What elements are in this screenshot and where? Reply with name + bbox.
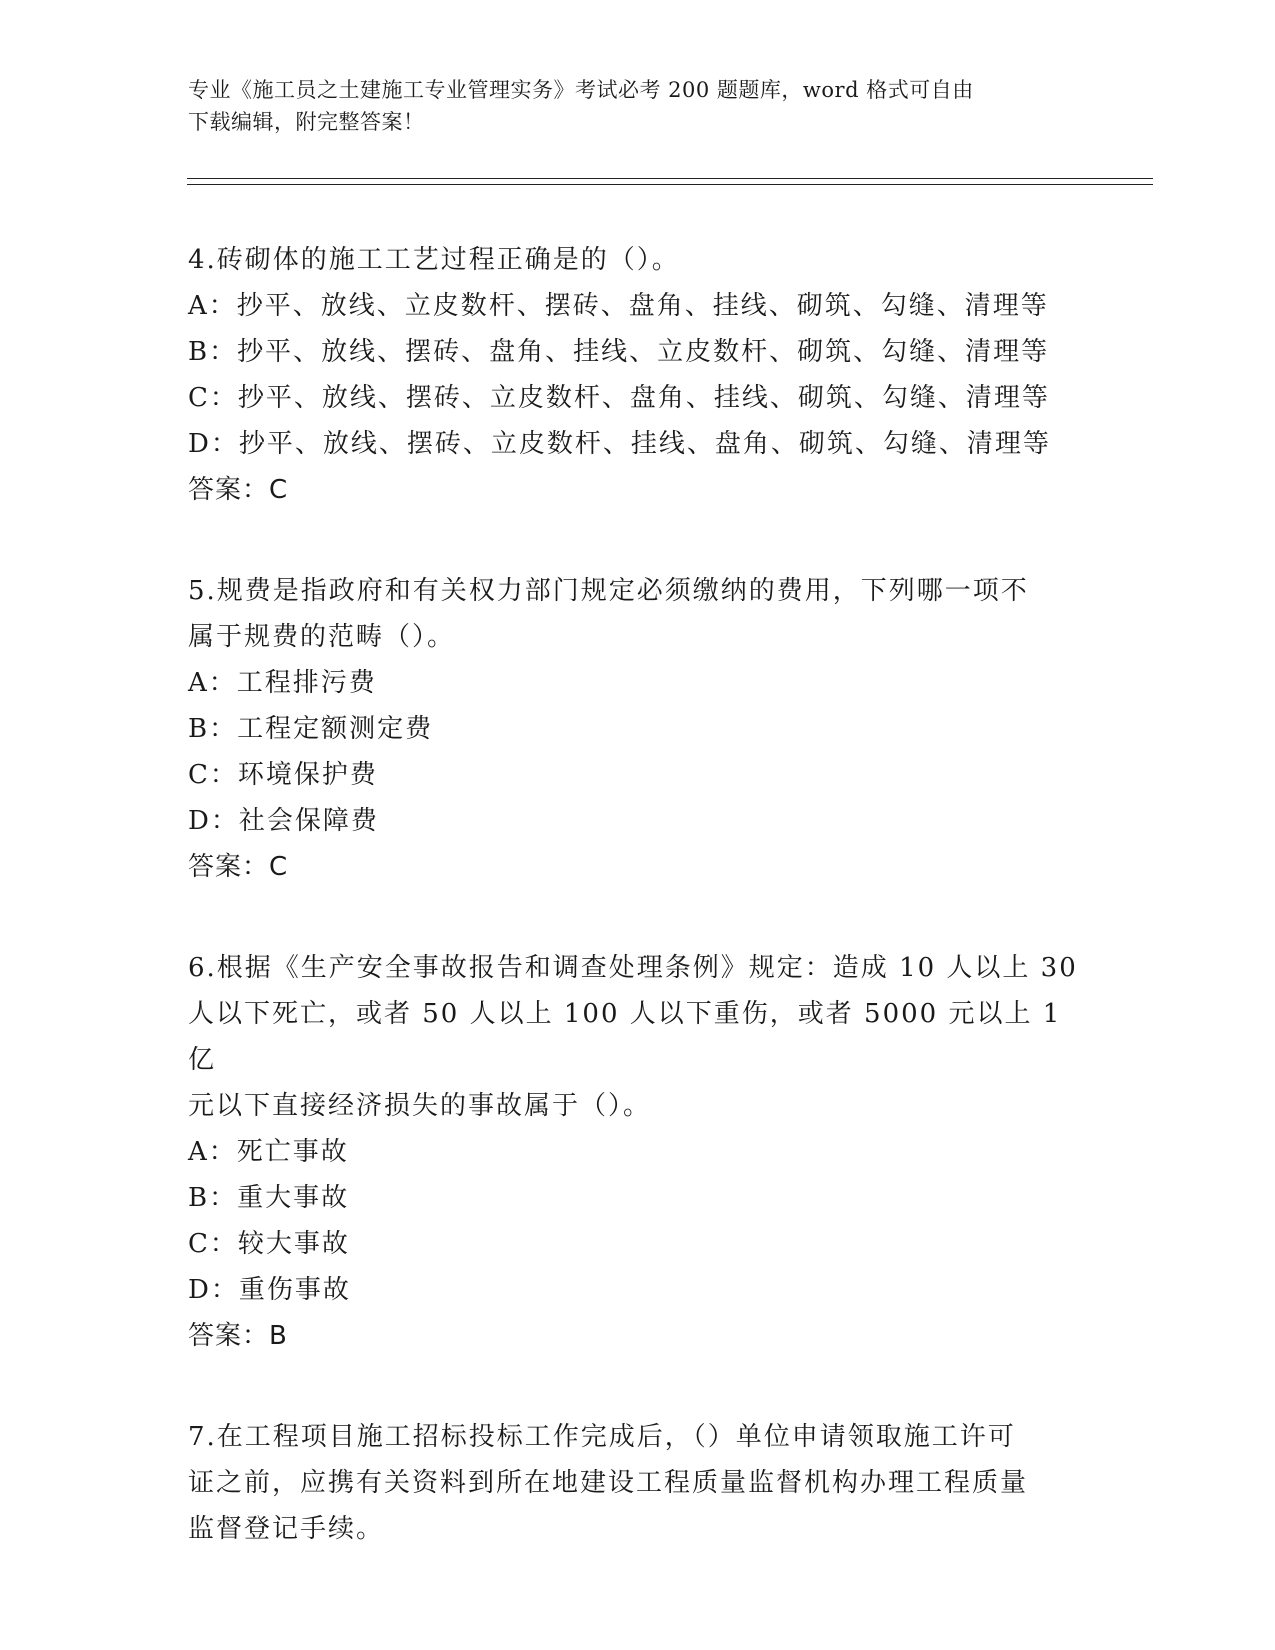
option-b: B：重大事故 (188, 1183, 350, 1213)
option-d: D：重伤事故 (188, 1275, 351, 1305)
question-stem: 元以下直接经济损失的事故属于（）。 (188, 1091, 652, 1121)
option-c: C：抄平、放线、摆砖、立皮数杆、盘角、挂线、砌筑、勾缝、清理等 (188, 383, 1050, 413)
option-b: B：抄平、放线、摆砖、盘角、挂线、立皮数杆、砌筑、勾缝、清理等 (188, 337, 1050, 367)
answer-line: 答案：B (188, 1321, 288, 1351)
option-a: A：工程排污费 (188, 668, 377, 698)
question-stem: 7.在工程项目施工招标投标工作完成后，（）单位申请领取施工许可 (188, 1422, 1016, 1452)
option-d: D：社会保障费 (188, 806, 379, 836)
option-a: A：抄平、放线、立皮数杆、摆砖、盘角、挂线、砌筑、勾缝、清理等 (188, 291, 1049, 321)
option-c: C：环境保护费 (188, 760, 378, 790)
question-stem: 属于规费的范畴（）。 (188, 622, 456, 652)
question-7 (188, 1414, 1088, 1552)
option-a: A：死亡事故 (188, 1137, 349, 1167)
header-line: 下载编辑，附完整答案！ (188, 110, 425, 134)
option-c: C：较大事故 (188, 1229, 350, 1259)
question-4 (188, 237, 1088, 513)
question-5 (188, 568, 1088, 890)
document-header (188, 74, 1068, 138)
question-6 (188, 945, 1088, 1359)
header-divider-bottom (187, 184, 1153, 185)
option-b: B：工程定额测定费 (188, 714, 434, 744)
header-divider-top (187, 178, 1153, 179)
question-stem: 监督登记手续。 (188, 1514, 385, 1544)
question-stem: 5.规费是指政府和有关权力部门规定必须缴纳的费用，下列哪一项不 (188, 576, 1029, 606)
question-list (188, 237, 1088, 1607)
question-stem: 4.砖砌体的施工工艺过程正确是的（）。 (188, 245, 680, 275)
header-line: 专业《施工员之土建施工专业管理实务》考试必考 200 题题库，word 格式可自由 (188, 78, 974, 102)
answer-line: 答案：C (188, 475, 289, 505)
answer-line: 答案：C (188, 852, 289, 882)
question-stem: 人以下死亡，或者 50 人以上 100 人以下重伤，或者 5000 元以上 1 亿 (188, 999, 1062, 1075)
question-stem: 证之前，应携有关资料到所在地建设工程质量监督机构办理工程质量 (188, 1468, 1029, 1498)
question-stem: 6.根据《生产安全事故报告和调查处理条例》规定：造成 10 人以上 30 (188, 953, 1078, 983)
option-d: D：抄平、放线、摆砖、立皮数杆、挂线、盘角、砌筑、勾缝、清理等 (188, 429, 1051, 459)
